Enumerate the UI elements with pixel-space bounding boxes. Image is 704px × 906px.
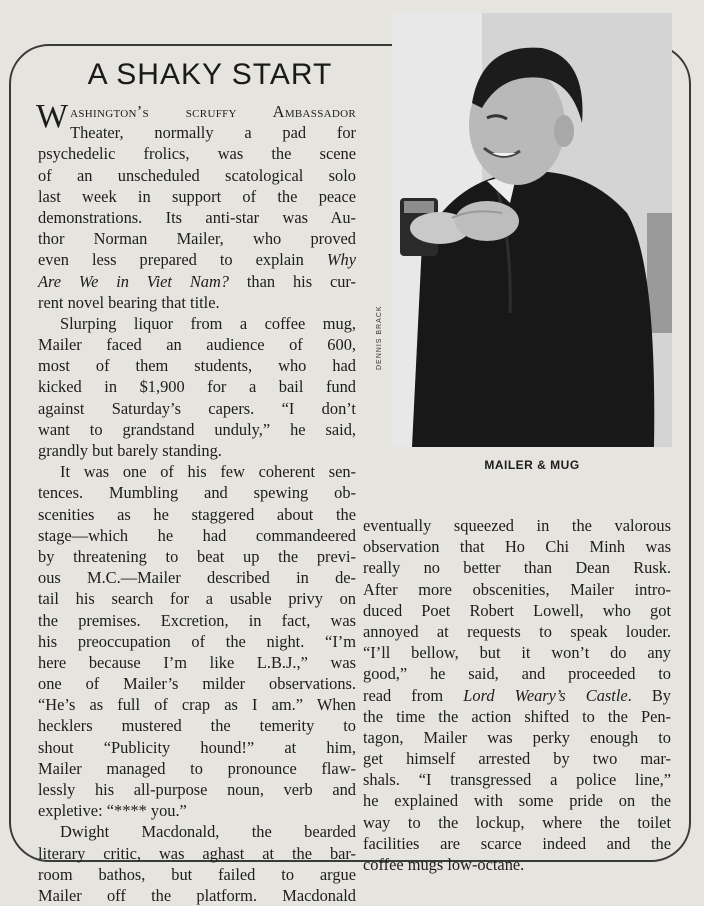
article-line: get himself arrested by two mar- bbox=[363, 749, 671, 769]
photo-illustration bbox=[392, 13, 672, 447]
article-line: facilities are scarce indeed and the bbox=[363, 833, 671, 853]
article-line: psychedelic frolics, was the scene bbox=[38, 144, 356, 164]
article-line: stage—which he had commandeered bbox=[38, 525, 356, 545]
photo-caption: MAILER & MUG bbox=[484, 458, 580, 472]
article-line: room bathos, but failed to argue bbox=[38, 864, 356, 884]
article-line: way to the lockup, where the toilet bbox=[363, 812, 671, 832]
article-line: hecklers mustered the temerity to bbox=[38, 716, 356, 736]
article-line: tences. Mumbling and spewing ob- bbox=[38, 483, 356, 503]
article-line: After more obscenities, Mailer intro- bbox=[363, 579, 671, 599]
article-line: ous M.C.—Mailer described in de- bbox=[38, 568, 356, 588]
article-line: last week in support of the peace bbox=[38, 186, 356, 206]
article-line: scenities as he staggered about the bbox=[38, 504, 356, 524]
article-line: expletive: “**** you.” bbox=[38, 801, 187, 821]
article-line: Mailer off the platform. Macdonald bbox=[38, 885, 356, 905]
article-line: one of Mailer’s milder observations. bbox=[38, 674, 356, 694]
article-line: of an unscheduled scatological solo bbox=[38, 165, 356, 185]
article-line: even less prepared to explain Why bbox=[38, 250, 356, 270]
article-line: kicked in $1,900 for a bail fund bbox=[38, 377, 356, 397]
article-line: he explained with some pride on the bbox=[363, 791, 671, 811]
article-line: the time the action shifted to the Pen- bbox=[363, 706, 671, 726]
article-line: ashington’s scruffy Ambassador bbox=[70, 102, 356, 121]
article-line: demonstrations. Its anti-star was Au- bbox=[38, 207, 356, 227]
article-line: observation that Ho Chi Minh was bbox=[363, 537, 671, 557]
article-line: Mailer managed to pronounce flaw- bbox=[38, 758, 356, 778]
article-line: It was one of his few coherent sen- bbox=[60, 462, 356, 482]
article-line: by threatening to beat up the previ- bbox=[38, 546, 356, 566]
article-line: literary critic, was aghast at the bar- bbox=[38, 843, 356, 863]
article-line: annoyed at requests to speak louder. bbox=[363, 621, 671, 641]
article-line: rent novel bearing that title. bbox=[38, 292, 220, 312]
article-line: coffee mugs low-octane. bbox=[363, 855, 525, 874]
headline: A SHAKY START bbox=[87, 58, 333, 91]
article-line: thor Norman Mailer, who proved bbox=[38, 229, 356, 249]
article-line: really no better than Dean Rusk. bbox=[363, 558, 671, 578]
article-line: tail his search for a usable privy on bbox=[38, 589, 356, 609]
article-line: grandly but barely standing. bbox=[38, 441, 222, 460]
photo-credit: DENNIS BRACK bbox=[376, 305, 383, 370]
drop-cap: W bbox=[36, 98, 69, 135]
article-line: shout “Publicity hound!” at him, bbox=[38, 737, 356, 757]
article-column-left bbox=[36, 98, 356, 906]
article-line: want to grandstand unduly,” he said, bbox=[38, 419, 356, 439]
article-line: Theater, normally a pad for bbox=[70, 123, 356, 143]
article-line: duced Poet Robert Lowell, who got bbox=[363, 600, 671, 620]
article-line: here because I’m like L.B.J.,” was bbox=[38, 652, 356, 672]
article-line: his preoccupation of the night. “I’m bbox=[38, 631, 356, 651]
article-line: the premises. Excretion, in fact, was bbox=[38, 610, 356, 630]
article-line: good,” he said, and proceeded to bbox=[363, 664, 671, 684]
article-line: read from Lord Weary’s Castle. By bbox=[363, 685, 671, 705]
photo-mailer bbox=[392, 13, 672, 447]
article-line: Mailer faced an audience of 600, bbox=[38, 335, 356, 355]
article-line: eventually squeezed in the valorous bbox=[363, 516, 671, 535]
article-line: most of them students, who had bbox=[38, 356, 356, 376]
article-line: lessly his all-purpose noun, verb and bbox=[38, 780, 356, 799]
article-line: “He’s as full of crap as I am.” When bbox=[38, 695, 356, 715]
article-line: Slurping liquor from a coffee mug, bbox=[60, 313, 356, 333]
article-line: shals. “I transgressed a police line,” bbox=[363, 770, 671, 790]
article-line: Are We in Viet Nam? than his cur- bbox=[38, 271, 356, 291]
article-line: against Saturday’s capers. “I don’t bbox=[38, 398, 356, 418]
article-line: “I’ll bellow, but it won’t do any bbox=[363, 643, 671, 663]
article-line: Dwight Macdonald, the bearded bbox=[60, 822, 356, 842]
article-column-right bbox=[363, 515, 671, 875]
article-line: tagon, Mailer was perky enough to bbox=[363, 727, 671, 747]
